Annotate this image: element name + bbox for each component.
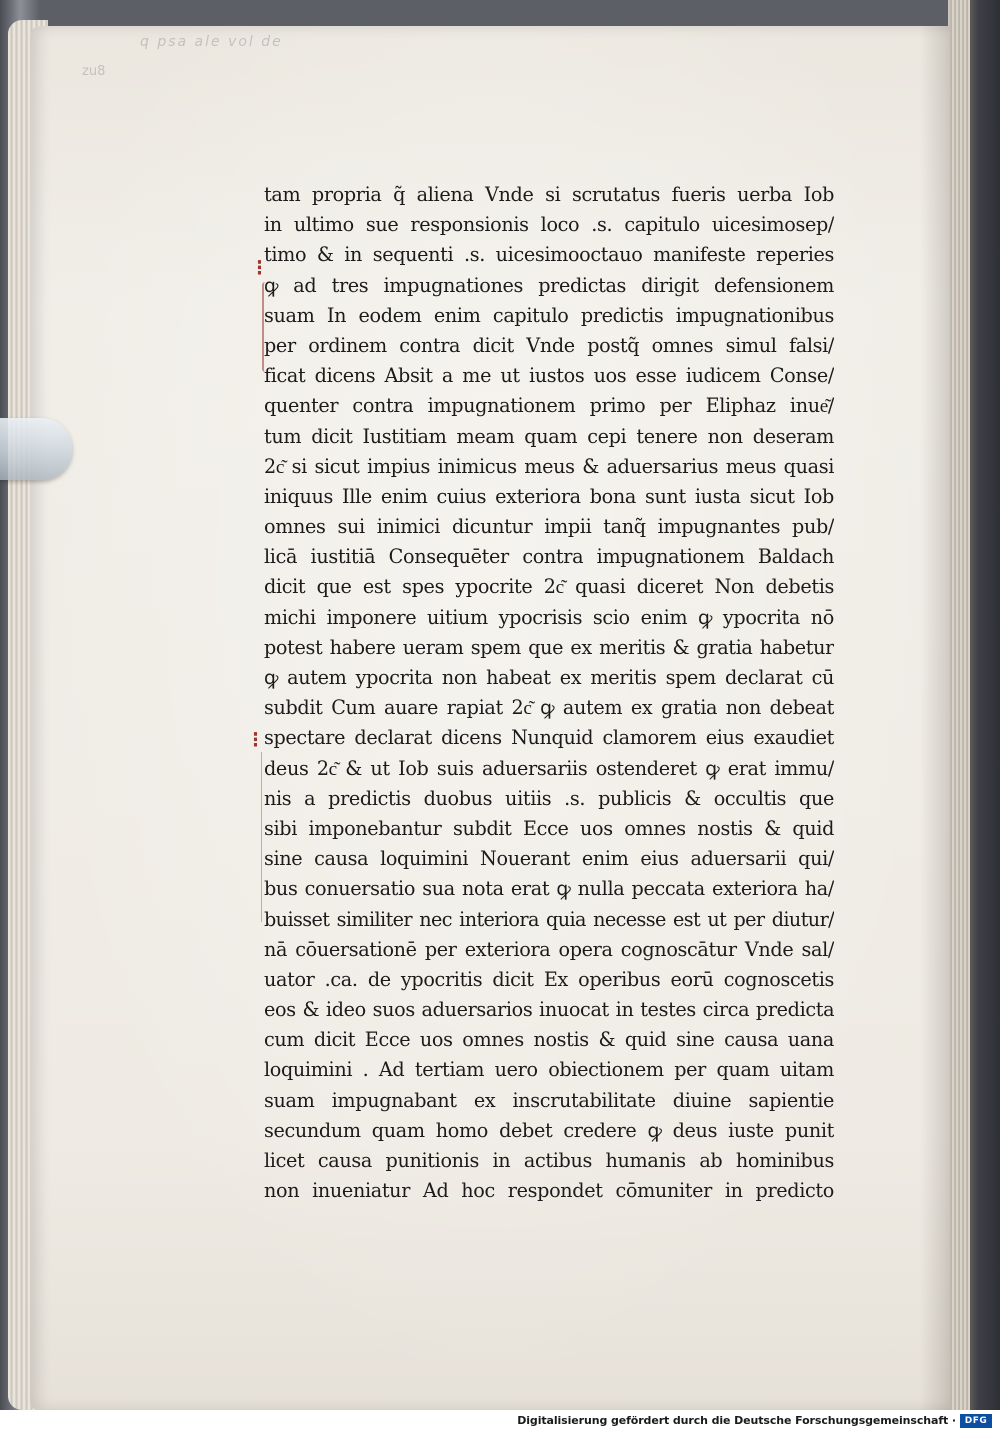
text-line: secundum quam homo debet credere ꝙ deus iuste punit bbox=[264, 1118, 834, 1142]
text-line: quenter contra impugnationem primo per Eliphaz inue͂/ bbox=[264, 394, 834, 418]
text-line: non inueniatur Ad hoc respondet cōmuniter in predicto bbox=[264, 1179, 834, 1203]
pencil-annotation-top: q psa ale vol de bbox=[140, 34, 283, 50]
text-line: spectare declarat dicens Nunquid clamorem eius exaudiet bbox=[264, 726, 834, 750]
text-line: bus conuersatio sua nota erat ꝙ nulla peccata exteriora ha/ bbox=[264, 877, 834, 901]
page-clip bbox=[0, 418, 72, 480]
text-line: ficat dicens Absit a me ut iustos uos esse iudicem Conse/ bbox=[264, 364, 834, 388]
book-right-page-stack bbox=[952, 0, 970, 1410]
text-line: timo & in sequenti .s. uicesimooctauo manifeste reperies bbox=[264, 243, 834, 267]
text-line: deus 2c͂ & ut Iob suis aduersariis ostenderet ꝙ erat immu/ bbox=[264, 756, 834, 780]
rubrication-mark-lower: ⁝ bbox=[252, 727, 259, 753]
dfg-logo: DFG bbox=[960, 1414, 992, 1428]
text-line: omnes sui inimici dicuntur impii tanq̃ impugnantes pub/ bbox=[264, 515, 834, 539]
text-line: nā cōuersationē per exteriora opera cognoscātur Vnde sal/ bbox=[264, 937, 834, 961]
text-line: uator .ca. de ypocritis dicit Ex operibus eorū cognoscetis bbox=[264, 967, 834, 991]
funding-credit: Digitalisierung gefördert durch die Deutsche Forschungsgemeinschaft · bbox=[517, 1414, 956, 1427]
text-line: licā iustitiā Consequēter contra impugnationem Baldach bbox=[264, 545, 834, 569]
text-line: michi imponere uitium ypocrisis scio enim ꝙ ypocrita nō bbox=[264, 605, 834, 629]
text-line: tum dicit Iustitiam meam quam cepi tenere non deseram bbox=[264, 424, 834, 448]
text-column bbox=[264, 180, 834, 1206]
text-line: suam In eodem enim capitulo predictis impugnationibus bbox=[264, 303, 834, 327]
text-line: cum dicit Ecce uos omnes nostis & quid sine causa uana bbox=[264, 1028, 834, 1052]
text-line: iniquus Ille enim cuius exteriora bona sunt iusta sicut Iob bbox=[264, 484, 834, 508]
text-line: per ordinem contra dicit Vnde postq̃ omnes simul falsi/ bbox=[264, 333, 834, 357]
text-line: eos & ideo suos aduersarios inuocat in testes circa predicta bbox=[264, 998, 834, 1022]
text-line: tam propria q̃ aliena Vnde si scrutatus fueris uerba Iob bbox=[264, 183, 834, 206]
text-line: nis a predictis duobus uitiis .s. publicis & occultis que bbox=[264, 786, 834, 810]
text-line: buisset similiter nec interiora quia necesse est ut per diutur/ bbox=[264, 907, 834, 931]
rubrication-mark: ⁝ bbox=[256, 255, 263, 281]
pencil-folio-number: zu8 bbox=[82, 64, 106, 79]
text-line: ꝙ autem ypocrita non habeat ex meritis spem declarat cū bbox=[264, 666, 834, 689]
text-line: loquimini . Ad tertiam uero obiectionem per quam uitam bbox=[264, 1058, 834, 1082]
footer-bar bbox=[0, 1410, 1000, 1433]
text-line: 2c͂ si sicut impius inimicus meus & aduersarius meus quasi bbox=[264, 454, 834, 478]
text-line: subdit Cum auare rapiat 2c͂ ꝙ autem ex gratia non debeat bbox=[264, 696, 834, 720]
text-line: ꝙ ad tres impugnationes predictas dirigit defensionem bbox=[264, 273, 834, 297]
text-line: sibi imponebantur subdit Ecce uos omnes nostis & quid bbox=[264, 816, 834, 840]
text-line: suam impugnabant ex inscrutabilitate diuine sapientie bbox=[264, 1088, 834, 1112]
text-line: sine causa loquimini Nouerant enim eius aduersarii qui/ bbox=[264, 847, 834, 871]
page-gutter-shadow bbox=[920, 26, 950, 1410]
text-line: dicit que est spes ypocrite 2c͂ quasi diceret Non debetis bbox=[264, 575, 834, 599]
text-line: potest habere ueram spem que ex meritis & gratia habetur bbox=[264, 635, 834, 659]
text-line: in ultimo sue responsionis loco .s. capitulo uicesimosep/ bbox=[264, 213, 834, 237]
text-line: licet causa punitionis in actibus humanis ab hominibus bbox=[264, 1149, 834, 1172]
